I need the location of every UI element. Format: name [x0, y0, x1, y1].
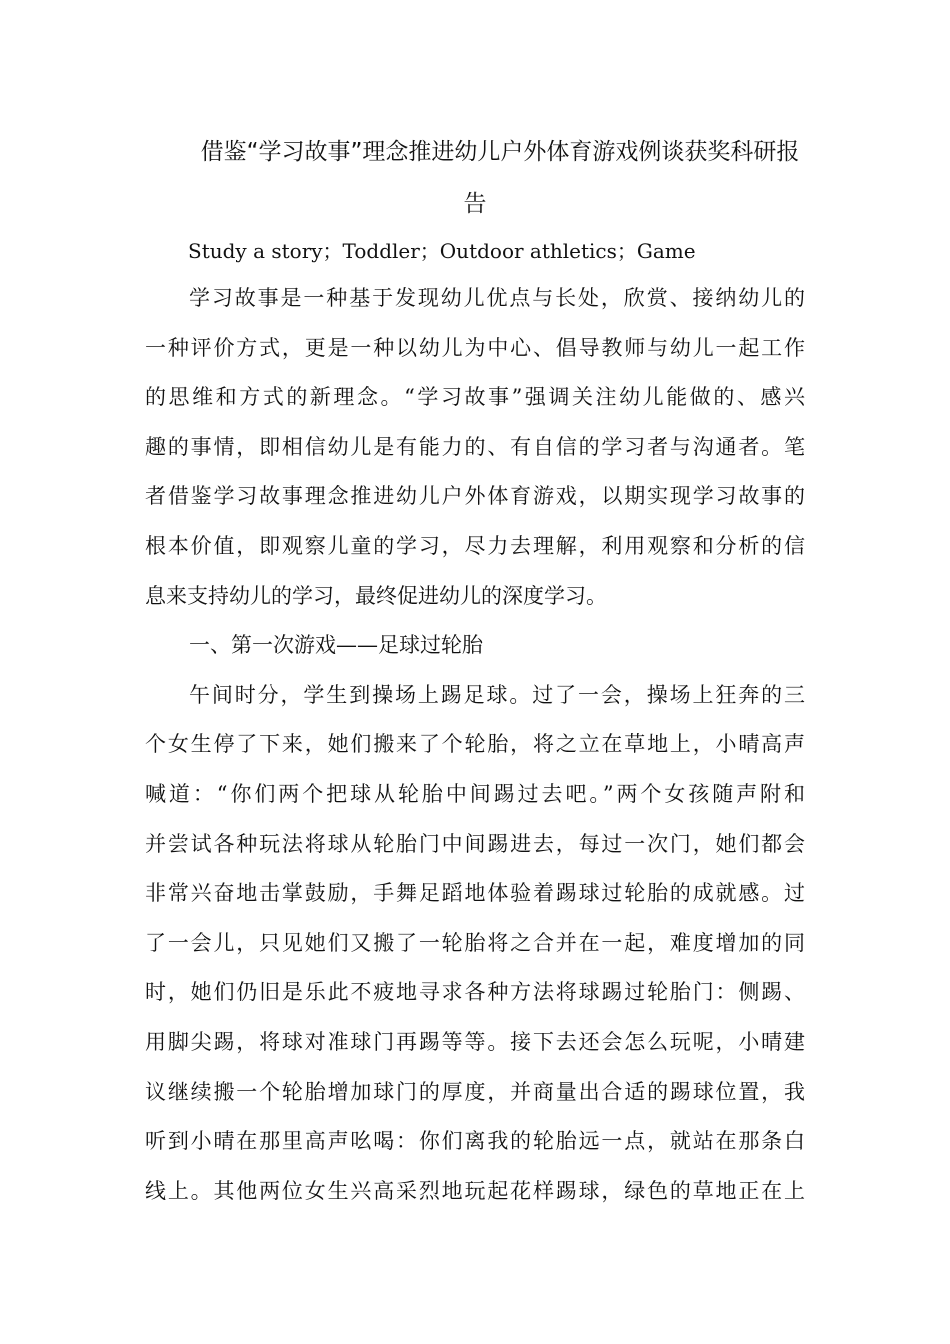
paragraph-1-line: 息来支持幼儿的学习，最终促进幼儿的深度学习。: [145, 583, 607, 608]
paragraph-2-line: 议继续搬一个轮胎增加球门的厚度，并商量出合适的踢球位置，我: [145, 1079, 805, 1104]
paragraph-2-line: 个女生停了下来，她们搬来了个轮胎，将之立在草地上，小晴高声: [145, 732, 805, 757]
paragraph-1-line: 者借鉴学习故事理念推进幼儿户外体育游戏，以期实现学习故事的: [145, 484, 805, 509]
keywords: Study a story；Toddler；Outdoor athletics；Game: [188, 239, 696, 263]
title-line-2: 告: [463, 191, 487, 217]
paragraph-2-line: 非常兴奋地击掌鼓励，手舞足蹈地体验着踢球过轮胎的成就感。过: [145, 881, 805, 906]
paragraph-2-line: 听到小晴在那里高声吆喝：你们离我的轮胎远一点，就站在那条白: [145, 1129, 805, 1154]
title-line-1: 借鉴“学习故事”理念推进幼儿户外体育游戏例谈获奖科研报: [200, 139, 800, 165]
paragraph-2-line: 用脚尖踢，将球对准球门再踢等等。接下去还会怎么玩呢，小晴建: [145, 1029, 805, 1054]
paragraph-1-line: 根本价值，即观察儿童的学习，尽力去理解，利用观察和分析的信: [145, 533, 805, 558]
paragraph-1-line: 的思维和方式的新理念。“学习故事”强调关注幼儿能做的、感兴: [145, 385, 805, 410]
paragraph-2-line: 线上。其他两位女生兴高采烈地玩起花样踢球，绿色的草地正在上: [145, 1178, 805, 1203]
paragraph-1-line: 趣的事情，即相信幼儿是有能力的、有自信的学习者与沟通者。笔: [145, 434, 805, 459]
paragraph-2-line: 喊道：“你们两个把球从轮胎中间踢过去吧。”两个女孩随声附和: [145, 781, 805, 806]
section-heading: 一、第一次游戏——足球过轮胎: [189, 633, 483, 658]
document-title: [145, 126, 805, 230]
paragraph-1-line: 学习故事是一种基于发现幼儿优点与长处，欣赏、接纳幼儿的: [189, 286, 805, 310]
body-text: [145, 274, 805, 1216]
paragraph-2-line: 并尝试各种玩法将球从轮胎门中间踢进去，每过一次门，她们都会: [145, 831, 805, 856]
paragraph-2-line: 了一会儿，只见她们又搬了一轮胎将之合并在一起，难度增加的同: [145, 930, 805, 955]
paragraph-2-line: 时，她们仍旧是乐此不疲地寻求各种方法将球踢过轮胎门：侧踢、: [145, 980, 805, 1005]
paragraph-1-line: 一种评价方式，更是一种以幼儿为中心、倡导教师与幼儿一起工作: [145, 335, 805, 360]
paragraph-2-line: 午间时分，学生到操场上踢足球。过了一会，操场上狂奔的三: [189, 682, 805, 707]
